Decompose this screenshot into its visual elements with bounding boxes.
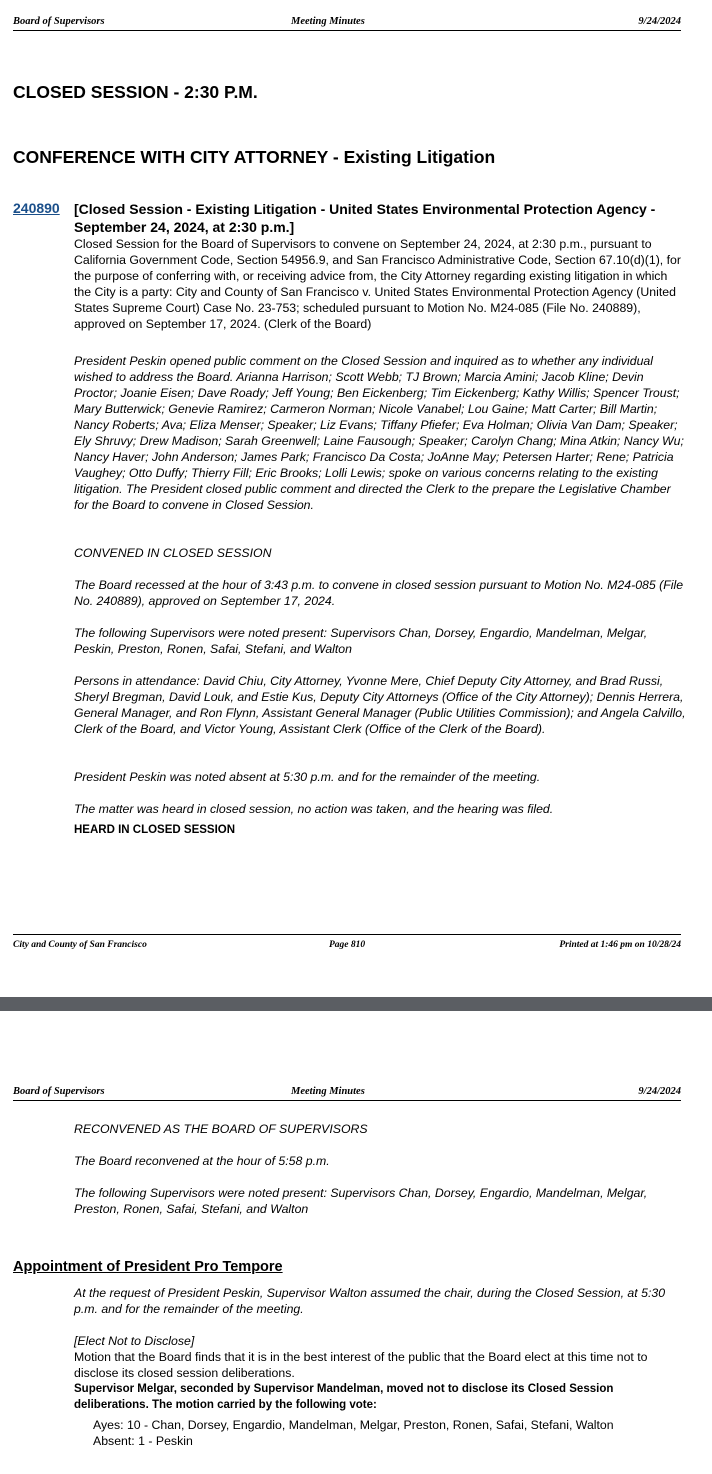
present-text: The following Supervisors were noted present: Supervisors Chan, Dorsey, Engardio, Mandelman, Melgar, Peskin, Preston, Ronen, Safai, Stefani, and Walton (74, 626, 648, 656)
header-left: Board of Supervisors (13, 16, 105, 27)
page-header (13, 6, 681, 31)
item-description: Closed Session for the Board of Supervisors to convene on September 24, 2024, at 2:30 p.m., pursuant to California Government Code, Section 54956.9, and San Francisco Administrative Code, Section 67.10(d)(1), for the purpose of conferring with, or receiving advice from, the City Attorney regarding existing litigation in which the City is a party: City and County of San Francisco v. United States Environmental Protection Agency (United States Supreme Court) Case No. 23-753; scheduled pursuant to Motion No. M24-085 (File No. 240889), approved on September 17, 2024. (Clerk of the Board) (74, 237, 681, 331)
heard-note: The matter was heard in closed session, no action was taken, and the hearing was filed. (74, 802, 554, 816)
reconvened-time: The Board reconvened at the hour of 5:58 p.m. (74, 1154, 330, 1168)
page-header (13, 1076, 681, 1101)
convened-label: CONVENED IN CLOSED SESSION (74, 546, 272, 560)
recessed-text: The Board recessed at the hour of 3:43 p.m. to convene in closed session pursuant to Motion No. M24-085 (File No. 240889), approved on September 17, 2024. (74, 578, 684, 608)
conference-heading: CONFERENCE WITH CITY ATTORNEY - Existing Litigation (13, 147, 496, 167)
present-text: The following Supervisors were noted present: Supervisors Chan, Dorsey, Engardio, Mandelman, Melgar, Preston, Ronen, Safai, Stefani, and Walton (74, 1186, 648, 1216)
footer-right: Printed at 1:46 pm on 10/28/24 (559, 940, 681, 950)
closed-session-heading: CLOSED SESSION - 2:30 P.M. (13, 82, 258, 102)
footer-center: Page 810 (329, 940, 366, 950)
footer-left: City and County of San Francisco (13, 940, 147, 950)
header-right: 9/24/2024 (638, 16, 681, 27)
header-center: Meeting Minutes (291, 16, 365, 27)
ayes-vote: Ayes: 10 - Chan, Dorsey, Engardio, Mandelman, Melgar, Preston, Ronen, Safai, Stefani, Walton (93, 1418, 614, 1432)
header-left: Board of Supervisors (13, 1086, 105, 1097)
page-2 (0, 1011, 712, 1474)
attendance-text: Persons in attendance: David Chiu, City Attorney, Yvonne Mere, Chief Deputy City Attorney, and Brad Russi, Sheryl Bregman, David Louk, and Estie Kus, Deputy City Attorneys (Office of the City Attorney); Dennis Herrera, General Manager, and Ron Flynn, Assistant General Manager (Public Utilities Commission); and Angela Calvillo, Clerk of the Board, and Victor Young, Assistant Clerk (Office of the Clerk of the Board). (74, 674, 686, 736)
header-right: 9/24/2024 (638, 1086, 681, 1097)
header-center: Meeting Minutes (291, 1086, 365, 1097)
absent-vote: Absent: 1 - Peskin (93, 1434, 193, 1448)
page-separator (0, 997, 712, 1011)
elect-title: [Elect Not to Disclose] (74, 1334, 195, 1348)
appointment-text: At the request of President Peskin, Supervisor Walton assumed the chair, during the Closed Session, at 5:30 p.m. and for the remainder of the meeting. (74, 1286, 666, 1316)
result-label: HEARD IN CLOSED SESSION (74, 824, 236, 836)
reconvened-label: RECONVENED AS THE BOARD OF SUPERVISORS (74, 1122, 368, 1136)
public-comment-text: President Peskin opened public comment on the Closed Session and inquired as to whether any individual wished to address the Board. Arianna Harrison; Scott Webb; TJ Brown; Marcia Amini; Jacob Kline; Devin Proctor; Joanie Eisen; Dave Roady; Jeff Young; Ben Eickenberg; Tim Eickenberg; Kathy Willis; Spencer Troust; Mary Butterwick; Genevie Ramirez; Carmeron Norman; Nicole Vanabel; Lou Gaine; Matt Carter; Bill Martin; Nancy Roberts; Ava; Eliza Menser; Speaker; Liz Evans; Tiffany Pfiefer; Eva Holman; Olivia Van Dam; Speaker; Ely Shruvy; Drew Madison; Sarah Greenwell; Laine Fausough; Speaker; Carolyn Chang; Mina Atkin; Nancy Wu; Nancy Haver; John Anderson; James Park; Francisco Da Costa; JoAnne May; Petersen Harter; Rene; Patricia Vaughey; Otto Duffy; Thierry Fill; Eric Brooks; Lolli Lewis; spoke on various concerns relating to the existing litigation. The President closed public comment and directed the Clerk to the prepare the Legislative Chamber for the Board to convene in Closed Session. (74, 354, 684, 512)
absent-note: President Peskin was noted absent at 5:30 p.m. and for the remainder of the meeting. (74, 770, 541, 784)
appointment-heading: Appointment of President Pro Tempore (13, 1259, 283, 1275)
item-title: [Closed Session - Existing Litigation - United States Environmental Protection Agency - September 24, 2024, at 2:30 p.m.] (74, 201, 656, 235)
moved-text: Supervisor Melgar, seconded by Supervisor Mandelman, moved not to disclose its Closed Session deliberations. The motion carried by the following vote: (74, 1383, 614, 1411)
page-footer (13, 934, 681, 955)
file-number-link[interactable]: 240890 (13, 200, 60, 216)
elect-motion: Motion that the Board finds that it is in the best interest of the public that the Board elect at this time not to disclose its closed session deliberations. (74, 1350, 648, 1380)
